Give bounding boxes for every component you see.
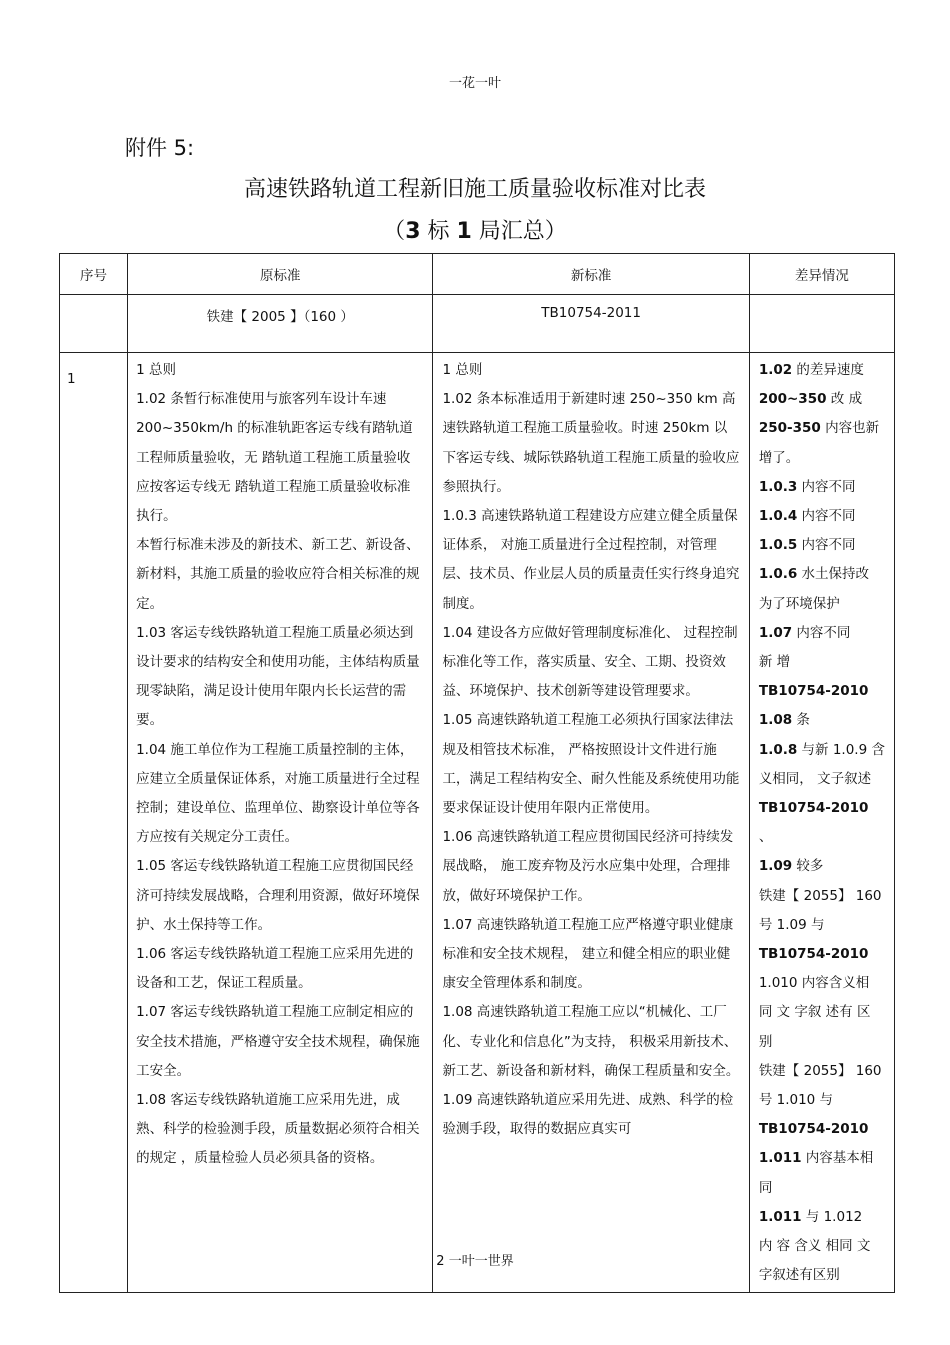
difference-line: [751, 852, 893, 881]
difference-line: [751, 706, 893, 735]
difference-line: [751, 1174, 893, 1203]
difference-code: 1.09: [758, 858, 793, 875]
subtitle-num2: 1: [456, 219, 472, 244]
old-paragraph: 1 总则: [136, 362, 176, 378]
difference-code: 1.0.5: [758, 537, 798, 554]
new-paragraph: 1.04 建设各方应做好管理制度标准化、 过程控制标准化等工作，落实质量、安全、工期、投资效益、环境保护、技术创新等建设管理要求。: [442, 624, 738, 700]
difference-code: 1.011: [758, 1150, 802, 1167]
difference-line: [751, 677, 893, 706]
old-paragraph: 1.04 施工单位作为工程施工质量控制的主体，应建立全质量保证体系，对施工质量进行全过程控制；建设单位、监理单位、勘察设计单位等各方应按有关规定分工责任。: [136, 741, 420, 846]
difference-text: 与 1.012: [801, 1208, 863, 1225]
difference-code: TB10754-2010: [758, 1121, 869, 1138]
difference-text: 字叙述有区别: [758, 1267, 840, 1284]
table-header-row: [60, 254, 895, 295]
difference-line: [751, 560, 893, 589]
difference-text: 同 文 字叙 述有 区: [758, 1004, 871, 1021]
new-paragraph: 1 总则: [442, 362, 483, 378]
old-paragraph: 本暂行标准未涉及的新技术、新工艺、新设备、新材料，其施工质量的验收应符合相关标准的规定。: [136, 537, 420, 612]
difference-line: [751, 736, 893, 765]
difference-line: [751, 765, 893, 794]
difference-text: 内容不同: [792, 624, 851, 641]
difference-text: 较多: [792, 858, 824, 875]
old-paragraph: 1.08 客运专线铁路轨道施工应采用先进，成熟、科学的检验测手段，质量数据必须符合相关的规定 ，质量检验人员必须具备的资格。: [136, 1092, 420, 1167]
difference-code: TB10754-2010: [758, 946, 869, 963]
difference-text: 条: [792, 712, 810, 729]
difference-text: 增了。: [758, 449, 800, 466]
difference-text: 与新 1.0.9 含: [797, 741, 885, 758]
difference-line: [751, 911, 893, 940]
difference-line: [751, 444, 893, 473]
difference-cell: [749, 353, 894, 1293]
old-standard-cell: [128, 353, 433, 1293]
subtitle-end: 局汇总）: [471, 219, 567, 244]
difference-text: 同: [758, 1179, 773, 1196]
header-new-standard: 新标准: [433, 254, 749, 295]
header-old-standard: 原标准: [128, 254, 433, 295]
difference-line: [751, 648, 893, 677]
document-title: 高速铁路轨道工程新旧施工质量验收标准对比表: [243, 177, 706, 202]
difference-line: [751, 356, 893, 385]
new-paragraph: 1.05 高速铁路轨道工程施工必须执行国家法律法规及相管技术标准， 严格按照设计文件进行施工，满足工程结构安全、耐久性能及系统使用功能要求保证设计使用年限内正常使用。: [442, 712, 740, 817]
attachment-label: 附件 5:: [125, 136, 195, 160]
difference-line: [751, 1203, 893, 1232]
difference-code: 1.07: [758, 624, 793, 641]
difference-text: 内容也新: [820, 420, 880, 437]
new-paragraph: 1.06 高速铁路轨道工程应贯彻国民经济可持续发展战略， 施工废弃物及污水应集中处理，合理排放，做好环境保护工作。: [442, 829, 734, 904]
difference-line: [751, 969, 893, 998]
header-seq: 序号: [60, 254, 128, 295]
old-paragraph: 1.07 客运专线铁路轨道工程施工应制定相应的安全技术措施，严格遵守安全技术规程，确保施工安全。: [136, 1004, 420, 1079]
difference-text: 义相同， 文子叙述: [758, 770, 872, 787]
difference-text: 铁建【 2055】 160: [758, 1062, 882, 1079]
difference-line: [751, 1028, 893, 1057]
old-paragraph: 1.05 客运专线铁路轨道工程施工应贯彻国民经济可持续发展战略，合理利用资源，做好环境保护、水土保持等工作。: [136, 858, 420, 933]
old-paragraph: 1.02 条暂行标准使用与旅客列车设计车速 200~350km/h 的标准轨距客运专线有踏轨道工程师质量验收，无 踏轨道工程施工质量验收应按客运专线无 踏轨道工程施工质量验收标准执行。: [136, 391, 413, 525]
difference-line: [751, 1115, 893, 1144]
table-subheader-row: [60, 295, 895, 353]
difference-line: [751, 1057, 893, 1086]
difference-text: 内容基本相: [801, 1150, 874, 1167]
page-header: 一花一叶: [448, 76, 501, 91]
difference-code: TB10754-2010: [758, 683, 869, 700]
difference-code: 1.02: [758, 362, 793, 378]
difference-line: [751, 1144, 893, 1173]
difference-code: 1.08: [758, 712, 793, 729]
new-paragraph: 1.0.3 高速铁路轨道工程建设方应建立健全质量保证体系， 对施工质量进行全过程控制，对管理层、技术员、作业层人员的质量责任实行终身追究制度。: [442, 508, 740, 612]
subtitle-num1: 3: [405, 219, 421, 244]
page-footer: 2 一叶一世界: [436, 1254, 514, 1269]
difference-line: [751, 531, 893, 560]
difference-text: 内容不同: [797, 508, 856, 525]
difference-text: 、: [758, 829, 773, 846]
subheader-seq: [60, 295, 128, 353]
difference-text: 的差异速度: [792, 362, 864, 378]
difference-line: [751, 502, 893, 531]
difference-code: 1.0.3: [758, 478, 798, 495]
subtitle-mid: 标: [420, 219, 457, 244]
difference-text: 铁建【 2055】 160: [758, 887, 882, 904]
table-row: [60, 353, 895, 1293]
difference-code: 1.0.8: [758, 741, 798, 758]
difference-line: [751, 940, 893, 969]
difference-code: 200~350: [758, 391, 827, 408]
header-difference: 差异情况: [749, 254, 894, 295]
difference-text: 1.010 内容含义相: [758, 975, 870, 992]
new-paragraph: 1.09 高速铁路轨道应采用先进、成熟、科学的检验测手段，取得的数据应真实可: [442, 1092, 734, 1138]
difference-line: [751, 998, 893, 1027]
new-standard-cell: [433, 353, 749, 1293]
difference-code: 1.011: [758, 1208, 802, 1225]
subheader-difference: [749, 295, 894, 353]
subtitle-open: （: [383, 219, 406, 244]
new-paragraph: 1.07 高速铁路轨道工程施工应严格遵守职业健康标准和安全技术规程， 建立和健全相应的职业健康安全管理体系和制度。: [442, 916, 734, 992]
subheader-new-standard-code: TB10754-2011: [433, 295, 749, 353]
difference-line: [751, 882, 893, 911]
difference-text: 别: [758, 1033, 773, 1050]
comparison-table: [59, 253, 895, 1293]
row-seq: 1: [60, 353, 128, 1293]
difference-code: TB10754-2010: [758, 800, 869, 817]
difference-text: 号 1.09 与: [758, 916, 825, 933]
difference-line: [751, 385, 893, 414]
difference-text: 为了环境保护: [758, 595, 840, 612]
difference-line: [751, 1086, 893, 1115]
difference-lines: [751, 356, 893, 1291]
difference-line: [751, 414, 893, 443]
difference-text: 改 成: [826, 391, 863, 408]
subheader-old-standard-code: 铁建【 2005 】（160 ）: [128, 295, 433, 353]
difference-text: 内容不同: [797, 537, 856, 554]
document-subtitle: [0, 214, 950, 245]
new-paragraph: 1.02 条本标准适用于新建时速 250~350 km 高速铁路轨道工程施工质量验收。时速 250km 以下客运专线、城际铁路轨道工程施工质量的验收应参照执行。: [442, 391, 740, 495]
difference-line: [751, 590, 893, 619]
difference-text: 内 容 含义 相同 文: [758, 1238, 871, 1255]
difference-code: 1.0.6: [758, 566, 798, 583]
difference-text: 新 增: [758, 654, 791, 671]
difference-text: 内容不同: [797, 478, 856, 495]
difference-text: 号 1.010 与: [758, 1092, 834, 1109]
difference-code: 1.0.4: [758, 508, 798, 525]
difference-line: [751, 619, 893, 648]
difference-code: 250-350: [758, 420, 821, 437]
difference-line: [751, 794, 893, 852]
old-paragraph: 1.03 客运专线铁路轨道工程施工质量必须达到设计要求的结构安全和使用功能，主体结构质量现零缺陷，满足设计使用年限内长长运营的需要。: [136, 624, 420, 729]
difference-line: [751, 473, 893, 502]
old-paragraph: 1.06 客运专线铁路轨道工程施工应采用先进的设备和工艺，保证工程质量。: [136, 946, 414, 992]
difference-text: 水土保持改: [797, 566, 870, 583]
new-paragraph: 1.08 高速铁路轨道工程施工应以“机械化、工厂化、专业化和信息化”为支持， 积极采用新技术、新工艺、新设备和新材料，确保工程质量和安全。: [442, 1004, 740, 1079]
